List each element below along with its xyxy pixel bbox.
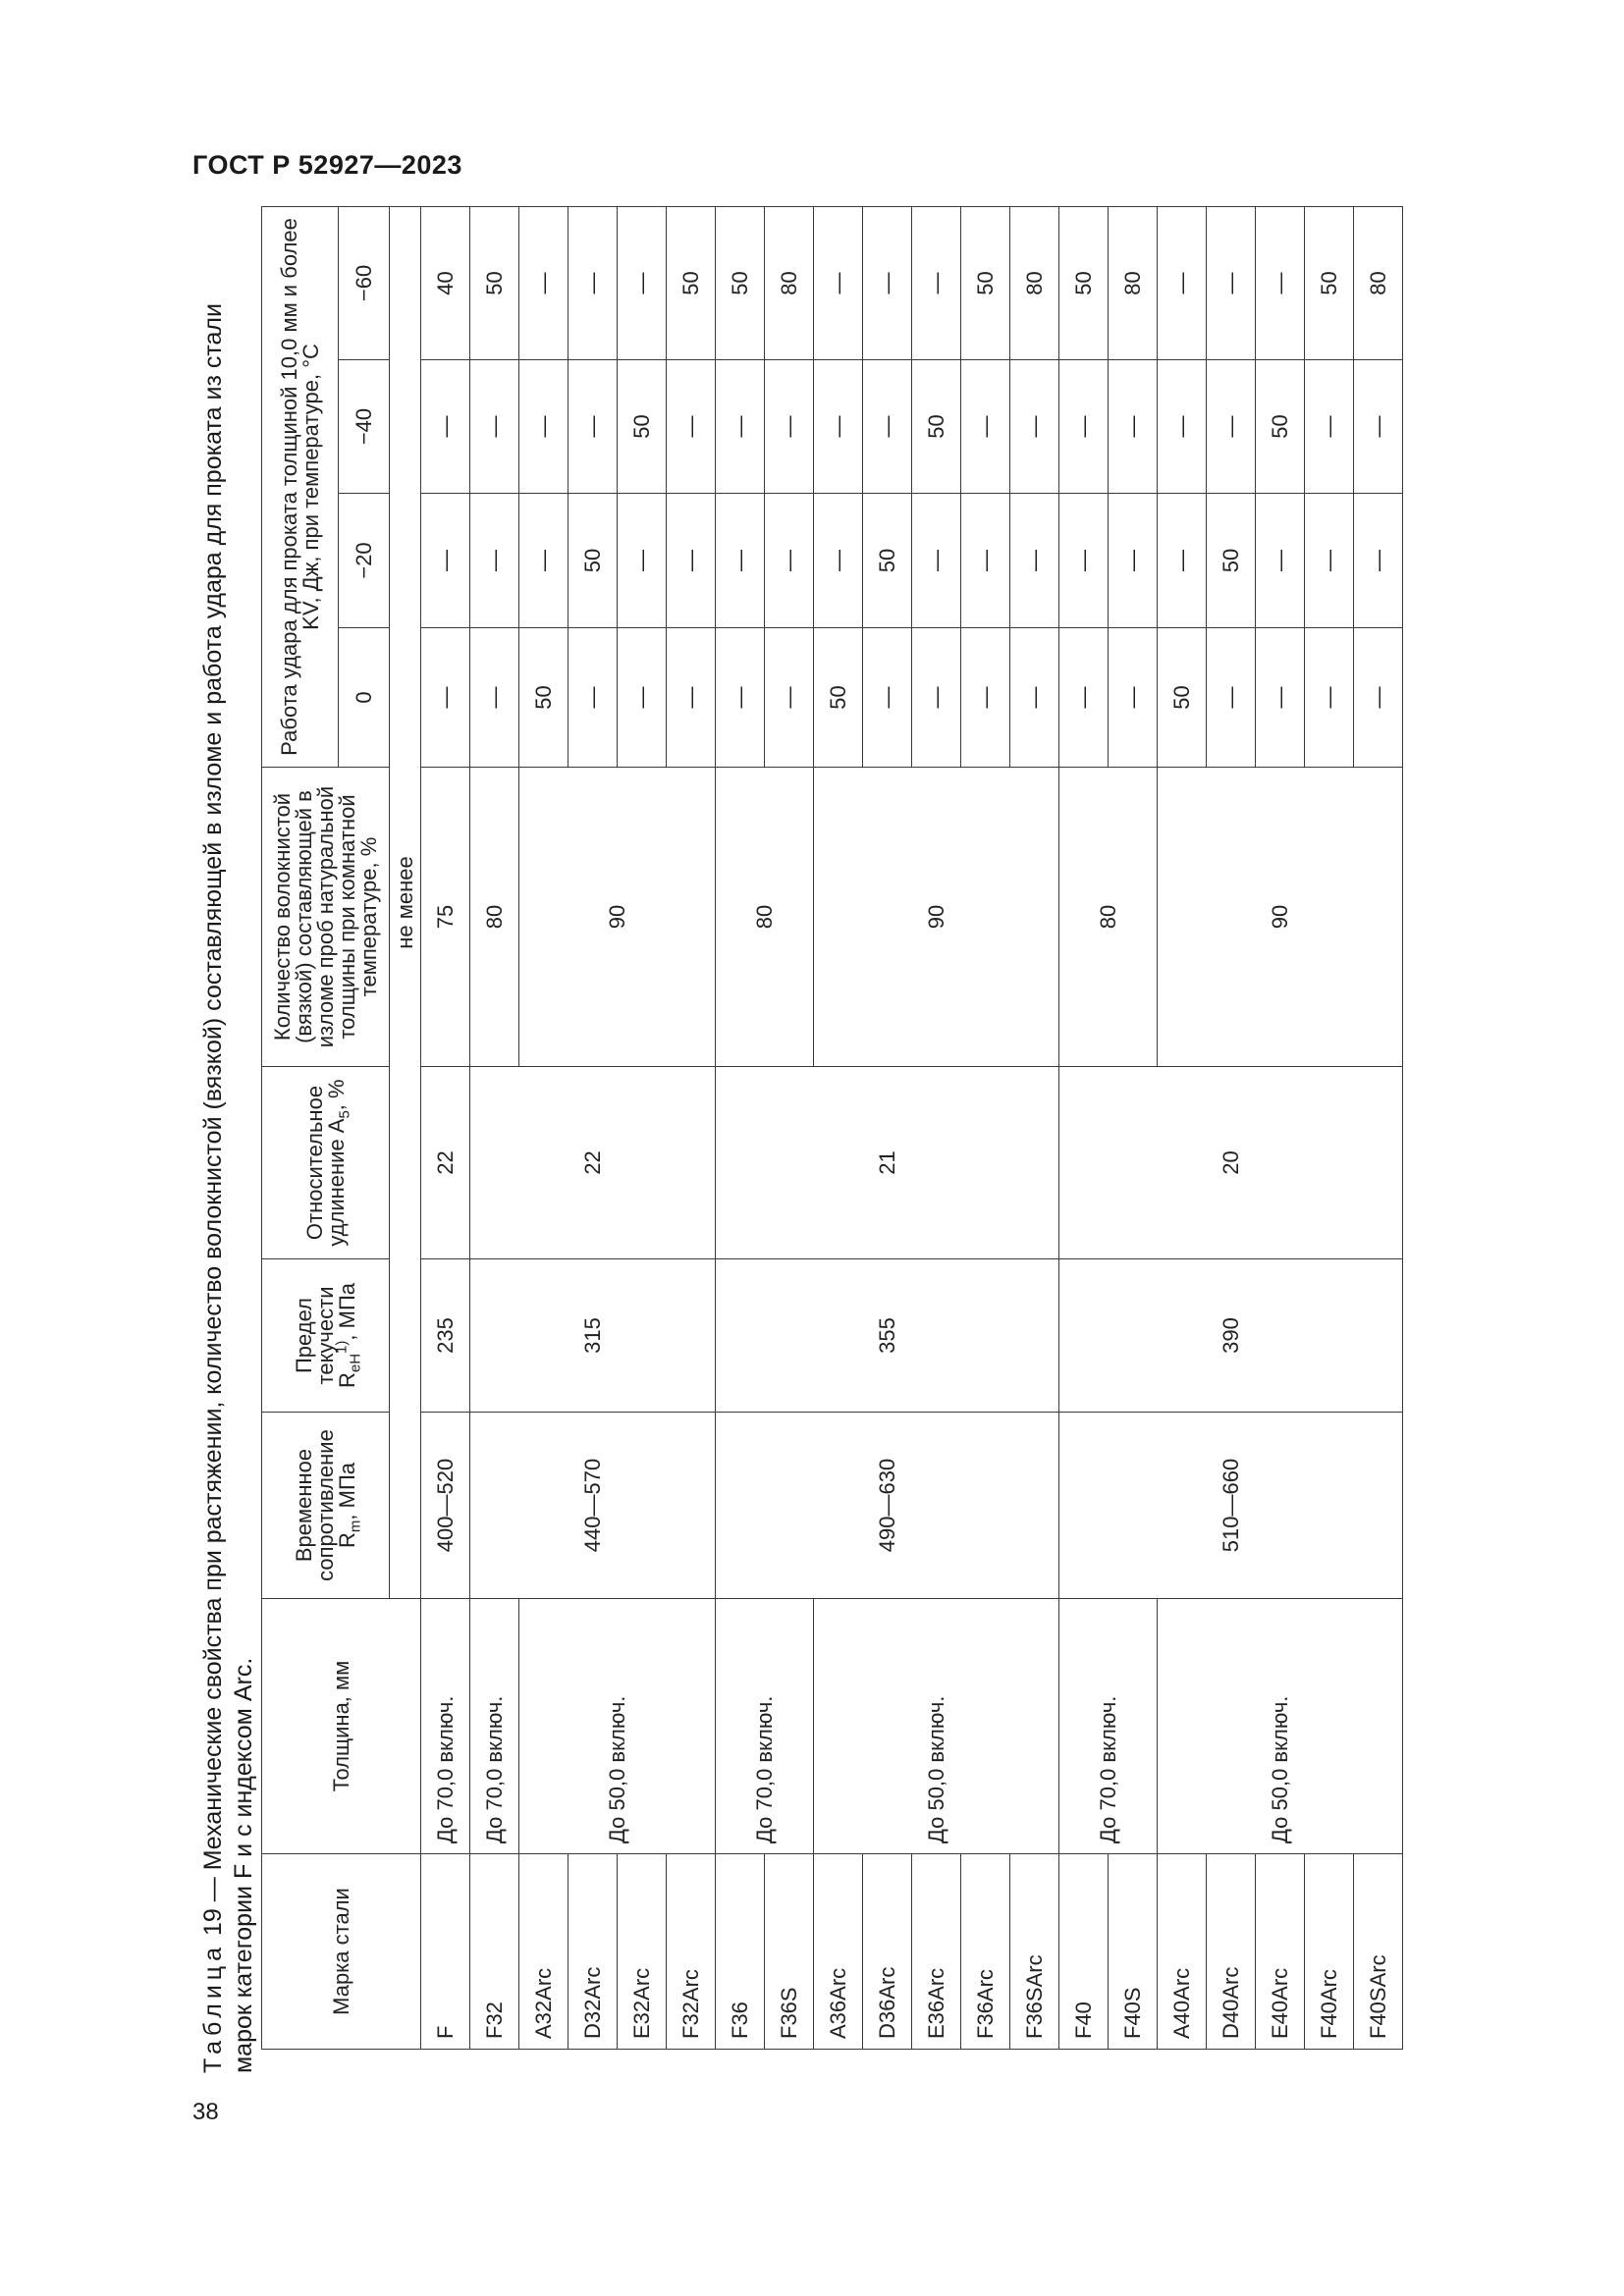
cell-impact-minus60: — [618, 206, 667, 359]
cell-impact-minus20: — [1354, 494, 1403, 628]
cell-impact-0: — [1109, 628, 1158, 768]
document-header: ГОСТ Р 52927—2023 [192, 150, 462, 180]
cell-impact-minus40: — [863, 360, 912, 494]
cell-impact-0: — [765, 628, 814, 768]
cell-impact-minus60: 80 [1010, 206, 1059, 359]
cell-grade: F40Arc [1305, 1854, 1354, 2050]
cell-impact-minus20: — [1059, 494, 1109, 628]
cell-fibrous: 75 [421, 768, 470, 1067]
cell-impact-minus40: — [1109, 360, 1158, 494]
cell-impact-0: — [1256, 628, 1305, 768]
cell-impact-minus40: — [1305, 360, 1354, 494]
caption-label: Таблица [199, 1942, 227, 2073]
cell-impact-minus20: 50 [568, 494, 618, 628]
cell-grade: D36Arc [863, 1854, 912, 2050]
cell-impact-minus60: 50 [1305, 206, 1354, 359]
cell-impact-minus40: — [1158, 360, 1207, 494]
cell-yield: 355 [716, 1259, 1059, 1413]
header-yield-strength: Предел текучести $R_{eH}^{1)}$, МПа [262, 1259, 390, 1413]
cell-fibrous: 90 [519, 768, 716, 1067]
cell-impact-minus40: — [765, 360, 814, 494]
cell-impact-minus20: — [519, 494, 568, 628]
cell-impact-minus60: 50 [716, 206, 765, 359]
cell-impact-minus60: — [1256, 206, 1305, 359]
cell-grade: F36Arc [961, 1854, 1010, 2050]
cell-fibrous: 80 [470, 768, 519, 1067]
cell-fibrous: 90 [814, 768, 1059, 1067]
caption-text-line2: марок категории F и с индексом Arc. [230, 1657, 257, 2073]
cell-impact-minus60: 50 [470, 206, 519, 359]
cell-impact-minus20: — [765, 494, 814, 628]
cell-grade: F [421, 1854, 470, 2050]
header-temp-minus20: −20 [339, 494, 390, 628]
cell-impact-minus40: — [1059, 360, 1109, 494]
caption-number: 19 [199, 1908, 227, 1937]
cell-impact-minus60: 80 [765, 206, 814, 359]
cell-impact-minus60: — [912, 206, 961, 359]
header-grade: Марка стали [262, 1854, 421, 2050]
cell-elongation: 21 [716, 1067, 1059, 1259]
cell-impact-minus40: — [667, 360, 716, 494]
cell-grade: E32Arc [618, 1854, 667, 2050]
cell-impact-minus60: 50 [667, 206, 716, 359]
cell-tensile: 440—570 [470, 1413, 716, 1599]
cell-impact-minus40: — [1207, 360, 1256, 494]
cell-impact-minus40: 50 [1256, 360, 1305, 494]
cell-impact-0: — [568, 628, 618, 768]
cell-fibrous: 80 [716, 768, 814, 1067]
cell-impact-minus20: — [1010, 494, 1059, 628]
cell-grade: F40S [1109, 1854, 1158, 2050]
cell-grade: E36Arc [912, 1854, 961, 2050]
cell-elongation: 22 [421, 1067, 470, 1259]
cell-thickness: До 70,0 включ. [716, 1599, 814, 1854]
cell-yield: 390 [1059, 1259, 1403, 1413]
header-temp-0: 0 [339, 628, 390, 768]
cell-impact-0: — [618, 628, 667, 768]
cell-impact-0: — [912, 628, 961, 768]
cell-impact-0: — [667, 628, 716, 768]
cell-grade: A36Arc [814, 1854, 863, 2050]
header-fibrous-component: Количество волокнистой (вязкой) составляющей в изломе проб натуральной толщины при комнатной температуре, % [262, 768, 390, 1067]
cell-grade: F32 [470, 1854, 519, 2050]
table-caption [198, 0, 259, 2073]
cell-impact-minus60: 50 [961, 206, 1010, 359]
cell-impact-minus20: — [716, 494, 765, 628]
cell-impact-0: — [1354, 628, 1403, 768]
cell-impact-minus20: — [421, 494, 470, 628]
cell-impact-0: — [961, 628, 1010, 768]
mechanical-properties-table [261, 206, 1403, 2050]
cell-elongation: 20 [1059, 1067, 1403, 1259]
cell-thickness: До 50,0 включ. [814, 1599, 1059, 1854]
cell-fibrous: 90 [1158, 768, 1403, 1067]
cell-impact-0: 50 [519, 628, 568, 768]
cell-thickness: До 70,0 включ. [1059, 1599, 1158, 1854]
header-impact-energy: Работа удара для проката толщиной 10,0 мм и более KV, Дж, при температуре, °C [262, 206, 339, 767]
cell-fibrous: 80 [1059, 768, 1158, 1067]
cell-impact-minus20: — [912, 494, 961, 628]
cell-tensile: 400—520 [421, 1413, 470, 1599]
cell-impact-minus60: — [1158, 206, 1207, 359]
cell-impact-minus40: — [961, 360, 1010, 494]
cell-impact-minus20: — [470, 494, 519, 628]
header-thickness: Толщина, мм [262, 1599, 421, 1854]
cell-impact-0: — [1010, 628, 1059, 768]
cell-impact-minus40: 50 [912, 360, 961, 494]
cell-impact-0: — [421, 628, 470, 768]
cell-grade: F36 [716, 1854, 765, 2050]
cell-impact-minus40: — [716, 360, 765, 494]
cell-grade: F40SArc [1354, 1854, 1403, 2050]
cell-impact-0: — [863, 628, 912, 768]
cell-grade: D40Arc [1207, 1854, 1256, 2050]
cell-grade: D32Arc [568, 1854, 618, 2050]
cell-thickness: До 70,0 включ. [470, 1599, 519, 1854]
cell-impact-minus20: — [667, 494, 716, 628]
header-tensile-strength: Временное сопротивление $R_m$, МПа [262, 1413, 390, 1599]
cell-impact-minus60: — [863, 206, 912, 359]
cell-thickness: До 50,0 включ. [519, 1599, 716, 1854]
cell-thickness: До 50,0 включ. [1158, 1599, 1403, 1854]
cell-impact-minus60: — [814, 206, 863, 359]
cell-impact-minus40: — [470, 360, 519, 494]
cell-impact-0: — [716, 628, 765, 768]
cell-impact-minus20: — [1256, 494, 1305, 628]
cell-grade: F40 [1059, 1854, 1109, 2050]
cell-tensile: 510—660 [1059, 1413, 1403, 1599]
cell-impact-minus40: — [568, 360, 618, 494]
cell-impact-minus60: 80 [1354, 206, 1403, 359]
cell-thickness: До 70,0 включ. [421, 1599, 470, 1854]
cell-impact-minus40: — [814, 360, 863, 494]
cell-grade: A40Arc [1158, 1854, 1207, 2050]
cell-impact-minus20: — [961, 494, 1010, 628]
cell-impact-minus60: 80 [1109, 206, 1158, 359]
cell-impact-minus40: — [421, 360, 470, 494]
cell-impact-minus20: — [618, 494, 667, 628]
caption-text-line1: — Механические свойства при растяжении, количество волокнистой (вязкой) составляющей в изломе и работа удара для проката из стали [199, 303, 227, 1902]
header-not-less: не менее [390, 206, 421, 1598]
cell-impact-0: — [1305, 628, 1354, 768]
cell-impact-minus40: 50 [618, 360, 667, 494]
cell-impact-minus60: — [568, 206, 618, 359]
cell-impact-0: — [1207, 628, 1256, 768]
cell-impact-0: — [1059, 628, 1109, 768]
cell-grade: E40Arc [1256, 1854, 1305, 2050]
cell-impact-minus60: 40 [421, 206, 470, 359]
cell-grade: F36SArc [1010, 1854, 1059, 2050]
cell-impact-0: 50 [814, 628, 863, 768]
cell-grade: F32Arc [667, 1854, 716, 2050]
header-elongation: Относительное удлинение $A_5$, % [262, 1067, 390, 1259]
cell-impact-minus20: — [814, 494, 863, 628]
cell-impact-minus20: 50 [1207, 494, 1256, 628]
cell-impact-minus40: — [1354, 360, 1403, 494]
page-number: 38 [192, 2099, 219, 2125]
cell-impact-minus20: — [1305, 494, 1354, 628]
cell-yield: 315 [470, 1259, 716, 1413]
cell-impact-minus40: — [519, 360, 568, 494]
cell-impact-0: — [470, 628, 519, 768]
header-temp-minus60: −60 [339, 206, 390, 359]
cell-impact-minus60: 50 [1059, 206, 1109, 359]
cell-tensile: 490—630 [716, 1413, 1059, 1599]
cell-grade: A32Arc [519, 1854, 568, 2050]
cell-impact-minus20: — [1109, 494, 1158, 628]
cell-impact-minus20: 50 [863, 494, 912, 628]
cell-yield: 235 [421, 1259, 470, 1413]
header-temp-minus40: −40 [339, 360, 390, 494]
cell-grade: F36S [765, 1854, 814, 2050]
cell-impact-minus60: — [519, 206, 568, 359]
cell-impact-minus20: — [1158, 494, 1207, 628]
cell-impact-0: 50 [1158, 628, 1207, 768]
cell-elongation: 22 [470, 1067, 716, 1259]
cell-impact-minus40: — [1010, 360, 1059, 494]
cell-impact-minus60: — [1207, 206, 1256, 359]
